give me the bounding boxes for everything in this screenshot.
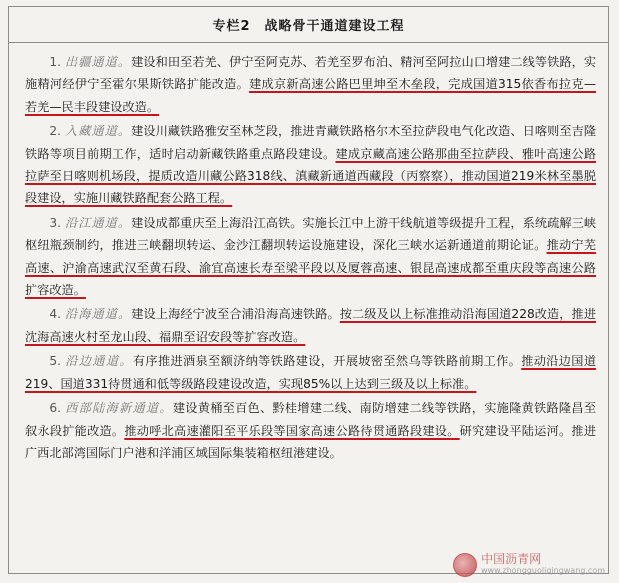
- section-text: 有序推进酒泉至额济纳等铁路建设，开展坡密至然乌等铁路前期工作。: [132, 354, 522, 369]
- underlined-text: 建成京新高速公路巴里坤至木垒段，完成国道315依香布拉克—若羌—民丰段建设改造。: [25, 77, 597, 114]
- section-text: 建设黄桶至百色、黔桂增建二线、南防增建二线等铁路，实施隆黄铁路隆昌至叙永段扩能改造。: [25, 401, 597, 438]
- section-paragraph: [25, 120, 596, 210]
- section-paragraph: [25, 51, 596, 118]
- underlined-text: 推动呼北高速灌阳至平乐段等国家高速公路待贯通路段建设。: [124, 423, 460, 438]
- section-number: 2.: [49, 124, 62, 139]
- underlined-text: 建成京藏高速公路那曲至拉萨段、雅叶高速公路拉萨至日喀则机场段，提质改造川藏公路318线、滇藏新通道西藏段（丙察察），推动国道219米林至墨脱段建设，实施川藏铁路配套公路工程。: [25, 146, 597, 206]
- underlined-text: 推动宁芜高速、沪渝高速武汉至黄石段、渝宜高速长寿至梁平段以及厦蓉高速、银昆高速成都至重庆段等高速公路扩容改造。: [25, 238, 597, 298]
- watermark-name: 中国沥青网: [481, 552, 542, 566]
- underlined-text: 按二级及以上标准推动沿海国道228改造，推进沈海高速火村至龙山段、福鼎至诏安段等扩容改造。: [25, 307, 597, 344]
- section-number: 5.: [49, 354, 62, 369]
- watermark-text: [481, 553, 605, 577]
- section-text: 建设成都重庆至上海沿江高铁。实施长江中上游干线航道等级提升工程，系统疏解三峡枢纽瓶颈制约，推进三峡翻坝转运、金沙江翻坝转运设施建设，深化三峡水运新通道前期论证。: [25, 215, 597, 253]
- section-text: 研究建设平陆运河。推进广西北部湾国际门户港和洋浦区域国际集装箱枢纽港建设。: [25, 423, 597, 460]
- section-paragraph: [25, 397, 596, 464]
- section-paragraph: [25, 303, 596, 348]
- watermark-site: www.zhongguoliqingwang.com: [481, 566, 605, 575]
- column-heading: 战略骨干通道建设工程: [264, 19, 405, 34]
- column-number: 专栏2: [212, 19, 251, 34]
- section-name: 沿江通道。: [64, 215, 132, 230]
- strategic-corridor-box: [8, 6, 609, 574]
- section-name: 西部陆海新通道。: [65, 401, 173, 416]
- site-logo-icon: [453, 553, 477, 577]
- section-name: 沿边通道。: [65, 354, 133, 369]
- section-paragraph: [25, 350, 596, 395]
- section-number: 1.: [49, 55, 62, 69]
- watermark: [453, 553, 605, 577]
- section-text: 建设上海经宁波至合浦沿海高速铁路。: [131, 307, 340, 322]
- section-number: 4.: [49, 307, 62, 322]
- section-text: 建设川藏铁路雅安至林芝段，推进青藏铁路格尔木至拉萨段电气化改造、日喀则至吉隆铁路等项目前期工作，适时启动新藏铁路重点路段建设。: [25, 124, 597, 161]
- section-number: 6.: [49, 401, 62, 416]
- section-name: 沿海通道。: [64, 307, 132, 322]
- underlined-text: 推动沿边国道219、国道331待贯通和低等级路段建设改造，实现85%以上达到三级及以上标准。: [25, 354, 597, 391]
- section-paragraph: [25, 212, 596, 302]
- section-text: 建设和田至若羌、伊宁至阿克苏、若羌至罗布泊、精河至阿拉山口增建二线等铁路，实施精河经伊宁至霍尔果斯铁路扩能改造。: [25, 55, 597, 92]
- section-name: 入藏通道。: [64, 124, 132, 139]
- body-text: [9, 43, 608, 464]
- box-title: [9, 7, 608, 43]
- section-number: 3.: [49, 215, 62, 230]
- section-name: 出疆通道。: [64, 55, 132, 69]
